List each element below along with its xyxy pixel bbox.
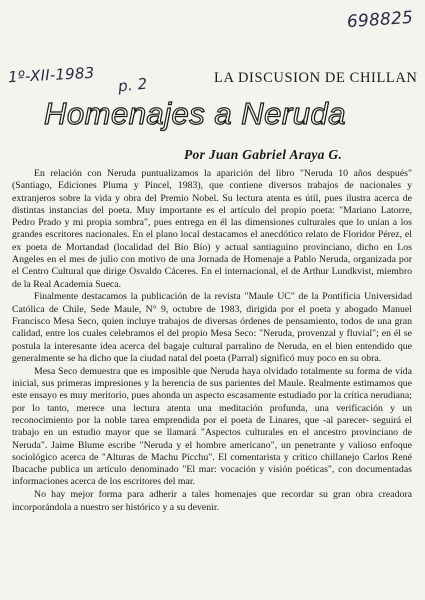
article-paragraph: No hay mejor forma para adherir a tales homenajes que recordar su gran obra creadora incorporándola a nuestro ser histórico y a su devenir. <box>12 489 412 513</box>
article-byline: Por Juan Gabriel Araya G. <box>184 147 343 162</box>
article-body <box>12 168 412 514</box>
newspaper-name: LA DISCUSION DE CHILLAN <box>214 70 418 86</box>
handwritten-page-number: p. 2 <box>117 74 149 96</box>
article-title: Homenajes a Neruda <box>44 96 346 131</box>
article-paragraph: Finalmente destacamos la publicación de la revista "Maule UC" de la Pontificia Universidad Católica de Chile, Sede Maule, N° 9, octubre de 1983, dirigida por el poeta y abogado Manuel Francisco Mesa Seco, quien incluye trabajos de diversas órdenes de pensamiento, todos de una gran calidad, entre los cuales celebramos el del propio Mesa Seco: "Neruda, provenzal y fluvial"; en él se postula la interesante idea acerca del bagaje cultural parralino de Neruda, en el bien entendido que generalmente se ha dicho que la ciudad natal del poeta (Parral) significó muy poco en su obra. <box>12 291 412 364</box>
article-paragraph: Mesa Seco demuestra que es imposible que Neruda haya olvidado totalmente su forma de vida inicial, sus primeras impresiones y la herencia de sus parientes del Maule. Realmente estimamos que este ensayo es muy meritorio, pues ahonda un aspecto escasamente estudiado por la crítica nerudiana; por lo tanto, merece una lectura atenta una meditación profunda, una verificación y un reconocimiento por la noble tarea emprendida por el poeta de Linares, que -al parecer- seguirá el trabajo en un estudio mayor que se llamará "Aspectos culturales en el ancestro provinciano de Neruda". Jaime Blume escribe "Neruda y el hombre americano", un penetrante y valioso enfoque sociológico acerca de "Alturas de Machu Picchu". El comentarista y crítico chillanejo Carlos René Ibacache publica un artículo denominado "El mar: vocación y visión poéticas", con documentadas informaciones acerca de los escritores del mar. <box>12 365 412 488</box>
article-paragraph: En relación con Neruda puntualizamos la aparición del libro "Neruda 10 años después" (Santiago, Ediciones Pluma y Pincel, 1983), que contiene diversos trabajos de nacionales y extranjeros sobre la vida y obra del Premio Nobel. Su lectura atenta es útil, pues ilustra acerca de distintas instancias del poeta. Muy importante es el artículo del propio poeta: "Mariano Latorre, Pedro Prado y mi propia sombra", pues entrega en él las dimensiones culturales que lo unían a los grandes escritores nacionales. En el plano local destacamos el anecdótico relato de Floridor Pérez, el ex poeta de Mortandad (localidad del Bío Bío) y actual santiaguino provinciano, dicho en Los Angeles en el mes de julio con motivo de una Jornada de Homenaje a Pablo Neruda, organizada por el Centro Cultural que dirige Osvaldo Cáceres. En el internacional, el de Arthur Lundkvist, miembro de la Real Academia Sueca. <box>12 168 412 290</box>
handwritten-archive-code: 698825 <box>346 7 414 33</box>
handwritten-date: 1º-XII-1983 <box>7 63 95 87</box>
